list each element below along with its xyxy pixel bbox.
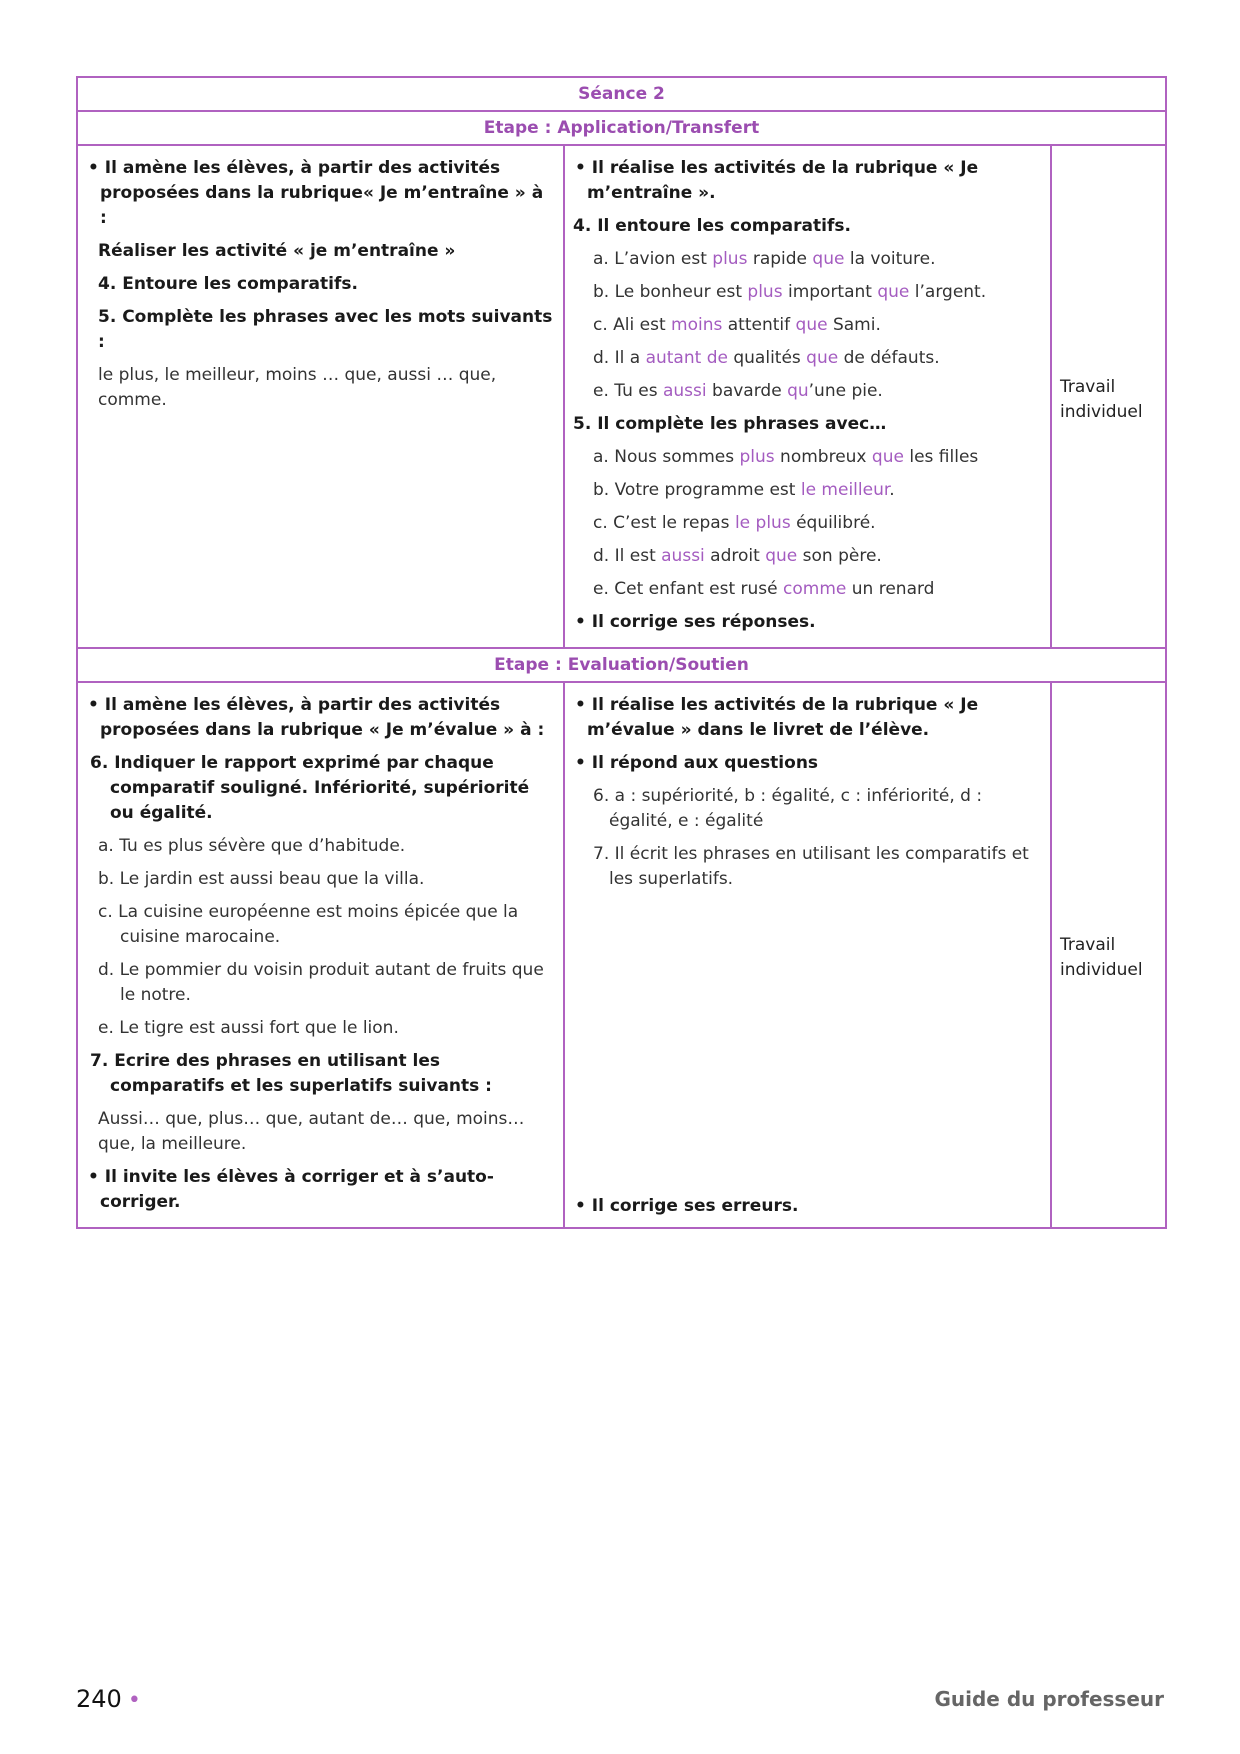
etape1-student-q5: 5. Il complète les phrases avec… [573, 414, 887, 434]
q4-p3: de défauts. [838, 348, 940, 368]
q4-item [573, 313, 1042, 338]
q5-item [573, 511, 1042, 536]
q5-letter: d. [593, 546, 615, 566]
q5-h1: aussi [661, 546, 705, 566]
q5-p2: nombreux [774, 447, 872, 467]
q5-letter: b. [593, 480, 615, 500]
q4-item [573, 247, 1042, 272]
q5-p2: équilibré. [790, 513, 876, 533]
q4-letter: a. [593, 249, 615, 269]
q5-p2: un renard [846, 579, 935, 599]
q4-p1: Le bonheur est [614, 282, 748, 302]
q6-sentence: d. Le pommier du voisin produit autant de fruits que le notre. [98, 960, 544, 1005]
etape2-student-correction: • Il corrige ses erreurs. [575, 1196, 799, 1216]
etape2-work-cell [1051, 682, 1166, 1228]
etape1-student-intro: • Il réalise les activités de la rubrique « Je m’entraîne ». [575, 158, 979, 203]
q4-h2: que [812, 249, 845, 269]
etape1-teacher-q5: 5. Complète les phrases avec les mots suivants : [98, 307, 553, 352]
q6-sentence: b. Le jardin est aussi beau que la villa. [98, 869, 425, 889]
q4-p1: L’avion est [614, 249, 713, 269]
q5-h2: que [765, 546, 798, 566]
etape1-student-cell [564, 145, 1051, 648]
q4-p2: qualités [727, 348, 807, 368]
q4-h1: moins [671, 315, 723, 335]
q5-h1: comme [783, 579, 847, 599]
q5-item [573, 577, 1042, 602]
etape1-student-q4: 4. Il entoure les comparatifs. [573, 216, 851, 236]
q4-p2: rapide [747, 249, 813, 269]
q4-p3: ’une pie. [808, 381, 883, 401]
q5-h1: le meilleur [800, 480, 890, 500]
q5-p3: son père. [797, 546, 882, 566]
lesson-table [76, 76, 1167, 1229]
etape1-teacher-cell [77, 145, 564, 648]
etape2-student-a6: 6. a : supériorité, b : égalité, c : infériorité, d : égalité, e : égalité [593, 786, 983, 831]
q5-p1: Votre programme est [614, 480, 801, 500]
etape1-work-cell [1051, 145, 1166, 648]
q4-item [573, 379, 1042, 404]
q6-sentence: a. Tu es plus sévère que d’habitude. [98, 836, 406, 856]
q5-letter: a. [593, 447, 615, 467]
q4-h1: autant de [645, 348, 728, 368]
footer-title: Guide du professeur [934, 1687, 1164, 1711]
q4-h2: que [795, 315, 828, 335]
etape2-student-a7: 7. Il écrit les phrases en utilisant les comparatifs et les superlatifs. [593, 844, 1029, 889]
q4-p3: la voiture. [844, 249, 936, 269]
q5-p3: les filles [903, 447, 979, 467]
etape2-teacher-intro: • Il amène les élèves, à partir des activités proposées dans la rubrique « Je m’évalue » à : [88, 695, 545, 740]
seance-title: Séance 2 [77, 77, 1166, 111]
page-number [76, 1685, 141, 1713]
etape1-teacher-words: le plus, le meilleur, moins … que, aussi … que, comme. [98, 365, 497, 410]
q5-p1: C’est le repas [613, 513, 735, 533]
q6-sentence: e. Le tigre est aussi fort que le lion. [98, 1018, 399, 1038]
etape2-teacher-q6: 6. Indiquer le rapport exprimé par chaque comparatif souligné. Infériorité, supériorité ou égalité. [90, 753, 530, 823]
etape2-teacher-correction: • Il invite les élèves à corriger et à s’auto-corriger. [88, 1167, 494, 1212]
q4-h1: aussi [662, 381, 707, 401]
etape1-work-mode: Travail individuel [1060, 376, 1143, 422]
q6-sentence: c. La cuisine européenne est moins épicée que la cuisine marocaine. [98, 902, 519, 947]
q4-p3: l’argent. [909, 282, 987, 302]
etape2-title: Etape : Evaluation/Soutien [77, 648, 1166, 682]
etape1-teacher-intro: • Il amène les élèves, à partir des activités proposées dans la rubrique« Je m’entraîne » à : [88, 158, 544, 228]
q6-sentence-list [86, 834, 555, 1041]
etape2-student-cell [564, 682, 1051, 1228]
etape2-work-mode: Travail individuel [1060, 935, 1143, 980]
etape1-teacher-sub: Réaliser les activité « je m’entraîne » [98, 241, 456, 261]
q4-letter: c. [593, 315, 614, 335]
q5-item [573, 544, 1042, 569]
q4-h2: que [806, 348, 839, 368]
q5-p1: Il est [614, 546, 662, 566]
q4-letter: d. [593, 348, 615, 368]
q4-letter: b. [593, 282, 615, 302]
q5-p1: Nous sommes [614, 447, 740, 467]
q4-h2: que [877, 282, 910, 302]
q4-h1: plus [747, 282, 783, 302]
q4-letter: e. [593, 381, 615, 401]
q4-item [573, 280, 1042, 305]
q5-p2: . [889, 480, 895, 500]
q5-item [573, 445, 1042, 470]
q4-p3: Sami. [827, 315, 881, 335]
q4-p1: Il a [614, 348, 646, 368]
footer-dot: • [127, 1688, 141, 1713]
etape2-student-intro: • Il réalise les activités de la rubrique « Je m’évalue » dans le livret de l’élève. [575, 695, 979, 740]
q4-item [573, 346, 1042, 371]
etape1-title: Etape : Application/Transfert [77, 111, 1166, 145]
q4-p1: Ali est [613, 315, 672, 335]
q4-p2: attentif [722, 315, 796, 335]
etape2-teacher-q7: 7. Ecrire des phrases en utilisant les comparatifs et les superlatifs suivants : [90, 1051, 492, 1096]
q5-p1: Cet enfant est rusé [614, 579, 784, 599]
etape2-teacher-words: Aussi… que, plus… que, autant de… que, moins… que, la meilleure. [98, 1109, 525, 1154]
q5-h1: plus [739, 447, 775, 467]
page-number-text: 240 [76, 1685, 122, 1713]
q5-h2: que [871, 447, 904, 467]
q5-item [573, 478, 1042, 503]
q4-p2: bavarde [706, 381, 788, 401]
etape1-teacher-q4: 4. Entoure les comparatifs. [98, 274, 358, 294]
q4-answer-list [573, 247, 1042, 404]
q5-h1: le plus [734, 513, 791, 533]
q4-h1: plus [712, 249, 748, 269]
etape1-student-correction: • Il corrige ses réponses. [575, 612, 816, 632]
etape2-teacher-cell [77, 682, 564, 1228]
q5-letter: e. [593, 579, 615, 599]
q4-h2: qu [787, 381, 809, 401]
q4-p2: important [782, 282, 878, 302]
etape2-student-answer: • Il répond aux questions [575, 753, 819, 773]
q5-answer-list [573, 445, 1042, 602]
q4-p1: Tu es [614, 381, 663, 401]
q5-letter: c. [593, 513, 614, 533]
q5-p2: adroit [704, 546, 766, 566]
